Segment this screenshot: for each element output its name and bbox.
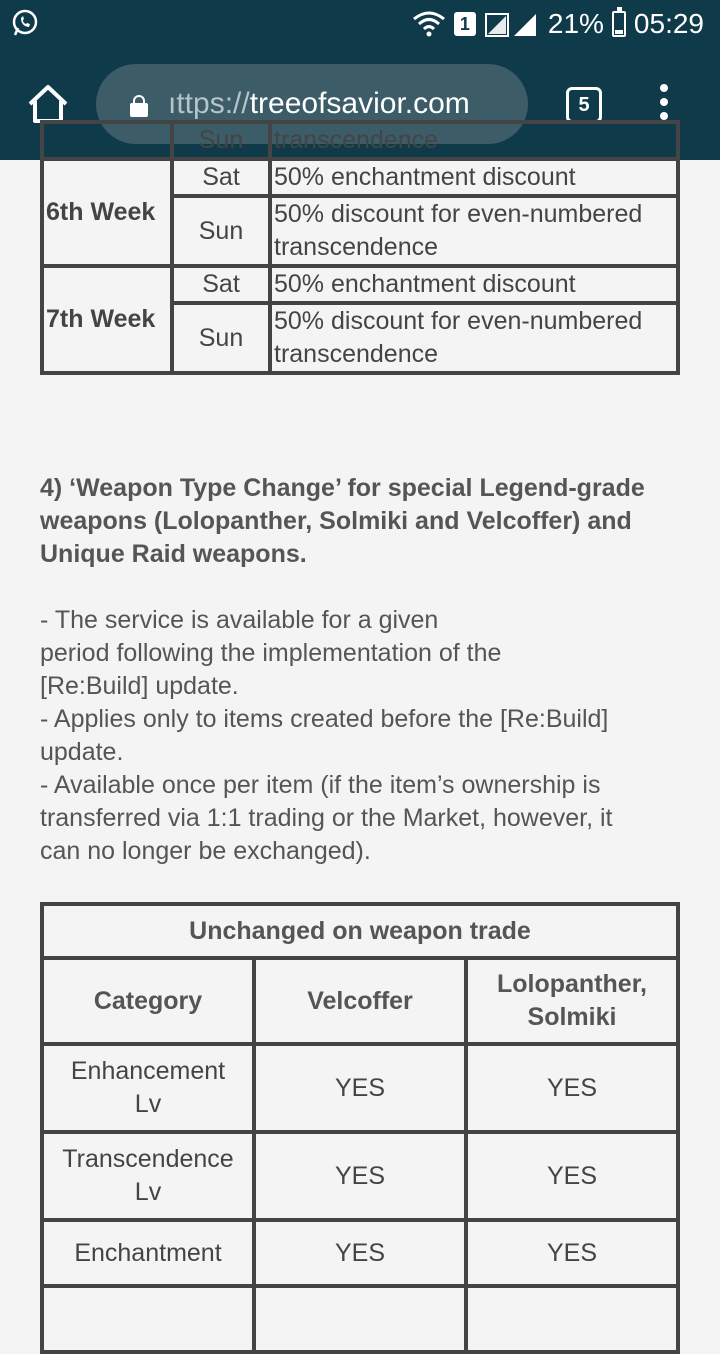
- table-row: [42, 1286, 678, 1352]
- desc-cell: 50% discount for even-numbered transcendence: [270, 196, 678, 266]
- table-row: [42, 122, 678, 159]
- overflow-menu-icon[interactable]: [658, 84, 670, 124]
- whatsapp-icon: [10, 8, 40, 38]
- body-line: can no longer be exchanged).: [40, 837, 371, 865]
- desc-cell: transcendence: [270, 122, 678, 159]
- lock-icon: [130, 95, 148, 113]
- header-lolopanther: Lolopanther, Solmiki: [466, 958, 678, 1044]
- body-line: update.: [40, 738, 124, 766]
- day-cell: Sat: [172, 266, 270, 303]
- week-cell: 6th Week: [42, 159, 172, 266]
- header-velcoffer: Velcoffer: [254, 958, 466, 1044]
- table-row: [42, 1044, 678, 1132]
- category-cell: Transcendence Lv: [42, 1132, 254, 1220]
- body-line: - Applies only to items created before the [Re:Build]: [40, 705, 609, 733]
- section-body: [40, 604, 690, 868]
- battery-percent: 21%: [547, 8, 604, 39]
- category-cell: [42, 1286, 254, 1352]
- table-row: [42, 904, 678, 958]
- status-bar: [0, 0, 720, 48]
- lolopanther-cell: YES: [466, 1220, 678, 1286]
- table-row: [42, 1220, 678, 1286]
- section-heading: 4) ‘Weapon Type Change’ for special Legend-grade weapons (Lolopanther, Solmiki and Velcoffer) and Unique Raid weapons.: [40, 474, 645, 568]
- signal-icon: [484, 10, 540, 38]
- day-cell: Sun: [172, 196, 270, 266]
- day-cell: Sun: [172, 122, 270, 159]
- lolopanther-cell: [466, 1286, 678, 1352]
- day-cell: Sat: [172, 159, 270, 196]
- table-row: [42, 266, 678, 303]
- week-cell: 7th Week: [42, 266, 172, 373]
- body-line: [Re:Build] update.: [40, 672, 239, 700]
- body-line: period following the implementation of the: [40, 639, 502, 667]
- battery-icon: [612, 11, 626, 37]
- desc-cell: 50% enchantment discount: [270, 266, 678, 303]
- body-line: - Available once per item (if the item’s ownership is: [40, 771, 601, 799]
- velcoffer-cell: YES: [254, 1132, 466, 1220]
- page-content: [0, 126, 720, 1280]
- table-header-row: [42, 958, 678, 1044]
- tab-switcher-button[interactable]: 5: [566, 87, 602, 123]
- category-cell: Enchantment: [42, 1220, 254, 1286]
- body-line: transferred via 1:1 trading or the Market, however, it: [40, 804, 613, 832]
- header-category: Category: [42, 958, 254, 1044]
- velcoffer-cell: YES: [254, 1044, 466, 1132]
- velcoffer-cell: YES: [254, 1220, 466, 1286]
- table-row: [42, 159, 678, 196]
- table-title: Unchanged on weapon trade: [42, 904, 678, 958]
- lolopanther-cell: YES: [466, 1044, 678, 1132]
- clock: 05:29: [633, 8, 704, 39]
- schedule-table: [40, 120, 680, 375]
- desc-cell: 50% enchantment discount: [270, 159, 678, 196]
- body-line: - The service is available for a given: [40, 606, 439, 634]
- week-cell: [42, 122, 172, 159]
- table-row: [42, 1132, 678, 1220]
- desc-cell: 50% discount for even-numbered transcendence: [270, 303, 678, 373]
- day-cell: Sun: [172, 303, 270, 373]
- sim-slot-badge: 1: [454, 12, 476, 36]
- category-cell: Enhancement Lv: [42, 1044, 254, 1132]
- lolopanther-cell: YES: [466, 1132, 678, 1220]
- weapon-trade-table: [40, 902, 680, 1354]
- velcoffer-cell: [254, 1286, 466, 1352]
- url-text[interactable]: ıttps://treeofsavior.com: [168, 87, 470, 120]
- wifi-icon: [412, 11, 446, 37]
